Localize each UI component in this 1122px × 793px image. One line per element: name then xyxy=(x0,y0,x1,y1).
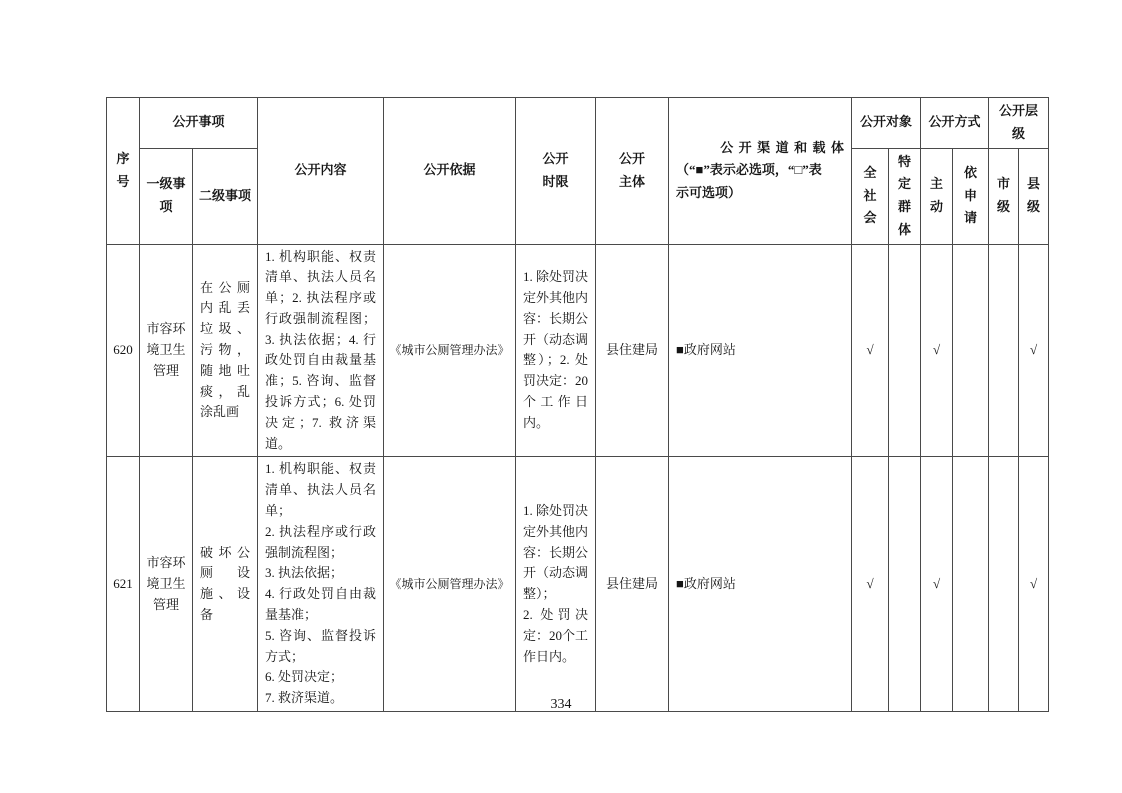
header-basis: 公开依据 xyxy=(384,98,516,245)
checkmark-level-county: √ xyxy=(1019,457,1049,712)
header-level-group: 公开层级 xyxy=(989,98,1049,149)
cell-basis: 《城市公厕管理办法》 xyxy=(384,244,516,457)
header-item-group: 公开事项 xyxy=(140,98,258,149)
cell-level2: 破坏公厕设施、设备 xyxy=(193,457,258,712)
header-level2: 二级事项 xyxy=(193,148,258,244)
header-level1: 一级事项 xyxy=(140,148,193,244)
header-method-request: 依申请 xyxy=(953,148,989,244)
disclosure-items-table xyxy=(106,97,1049,712)
checkmark-method-active: √ xyxy=(921,457,953,712)
cell-channel: ■政府网站 xyxy=(669,457,852,712)
cell-channel: ■政府网站 xyxy=(669,244,852,457)
header-channel-title: 公开渠道和载体 xyxy=(720,139,845,155)
header-channel-note: （“■”表示必选项，“□”表 示可选项） xyxy=(676,162,822,201)
checkmark-level-county: √ xyxy=(1019,244,1049,457)
checkmark-method-request xyxy=(953,244,989,457)
table-row xyxy=(107,244,1049,457)
checkmark-level-city xyxy=(989,244,1019,457)
header-target-group: 公开对象 xyxy=(852,98,921,149)
checkmark-target-specific xyxy=(889,244,921,457)
cell-seq: 620 xyxy=(107,244,140,457)
cell-content: 1. 机构职能、权责清单、执法人员名单；2. 执法程序或行政强制流程图；3. 执法依据；4. 行政处罚自由裁量基准；5. 咨询、监督投诉方式；6. 处罚决定；7. 救济渠道。 xyxy=(258,244,384,457)
header-content: 公开内容 xyxy=(258,98,384,245)
cell-time-limit: 1. 除处罚决定外其他内容：长期公开（动态调整）；2. 处罚决定：20个工作日内。 xyxy=(516,244,596,457)
header-target-all: 全社会 xyxy=(852,148,889,244)
header-method-active: 主动 xyxy=(921,148,953,244)
header-seq: 序号 xyxy=(107,98,140,245)
header-target-specific: 特定群体 xyxy=(889,148,921,244)
cell-seq: 621 xyxy=(107,457,140,712)
table-header xyxy=(107,98,1049,245)
cell-subject: 县住建局 xyxy=(596,244,669,457)
page-number: 334 xyxy=(550,697,572,712)
cell-subject: 县住建局 xyxy=(596,457,669,712)
header-level-city: 市级 xyxy=(989,148,1019,244)
cell-level2: 在公厕内乱丢垃圾、污物，随地吐痰，乱涂乱画 xyxy=(193,244,258,457)
header-level-county: 县级 xyxy=(1019,148,1049,244)
checkmark-target-specific xyxy=(889,457,921,712)
cell-level1: 市容环境卫生管理 xyxy=(140,244,193,457)
header-time-limit: 公开时限 xyxy=(516,98,596,245)
checkmark-target-all: √ xyxy=(852,457,889,712)
header-method-group: 公开方式 xyxy=(921,98,989,149)
header-subject: 公开主体 xyxy=(596,98,669,245)
checkmark-method-request xyxy=(953,457,989,712)
checkmark-method-active: √ xyxy=(921,244,953,457)
cell-level1: 市容环境卫生管理 xyxy=(140,457,193,712)
cell-time-limit: 1. 除处罚决定外其他内容：长期公开（动态调整）； 2. 处罚决定：20个工作日内。 xyxy=(516,457,596,712)
header-channel xyxy=(669,98,852,245)
checkmark-target-all: √ xyxy=(852,244,889,457)
cell-content: 1. 机构职能、权责清单、执法人员名单； 2. 执法程序或行政强制流程图； 3. 执法依据； 4. 行政处罚自由裁量基准； 5. 咨询、监督投诉方式； 6. 处罚决定； 7. 救济渠道。 xyxy=(258,457,384,712)
checkmark-level-city xyxy=(989,457,1019,712)
cell-basis: 《城市公厕管理办法》 xyxy=(384,457,516,712)
table-row xyxy=(107,457,1049,712)
